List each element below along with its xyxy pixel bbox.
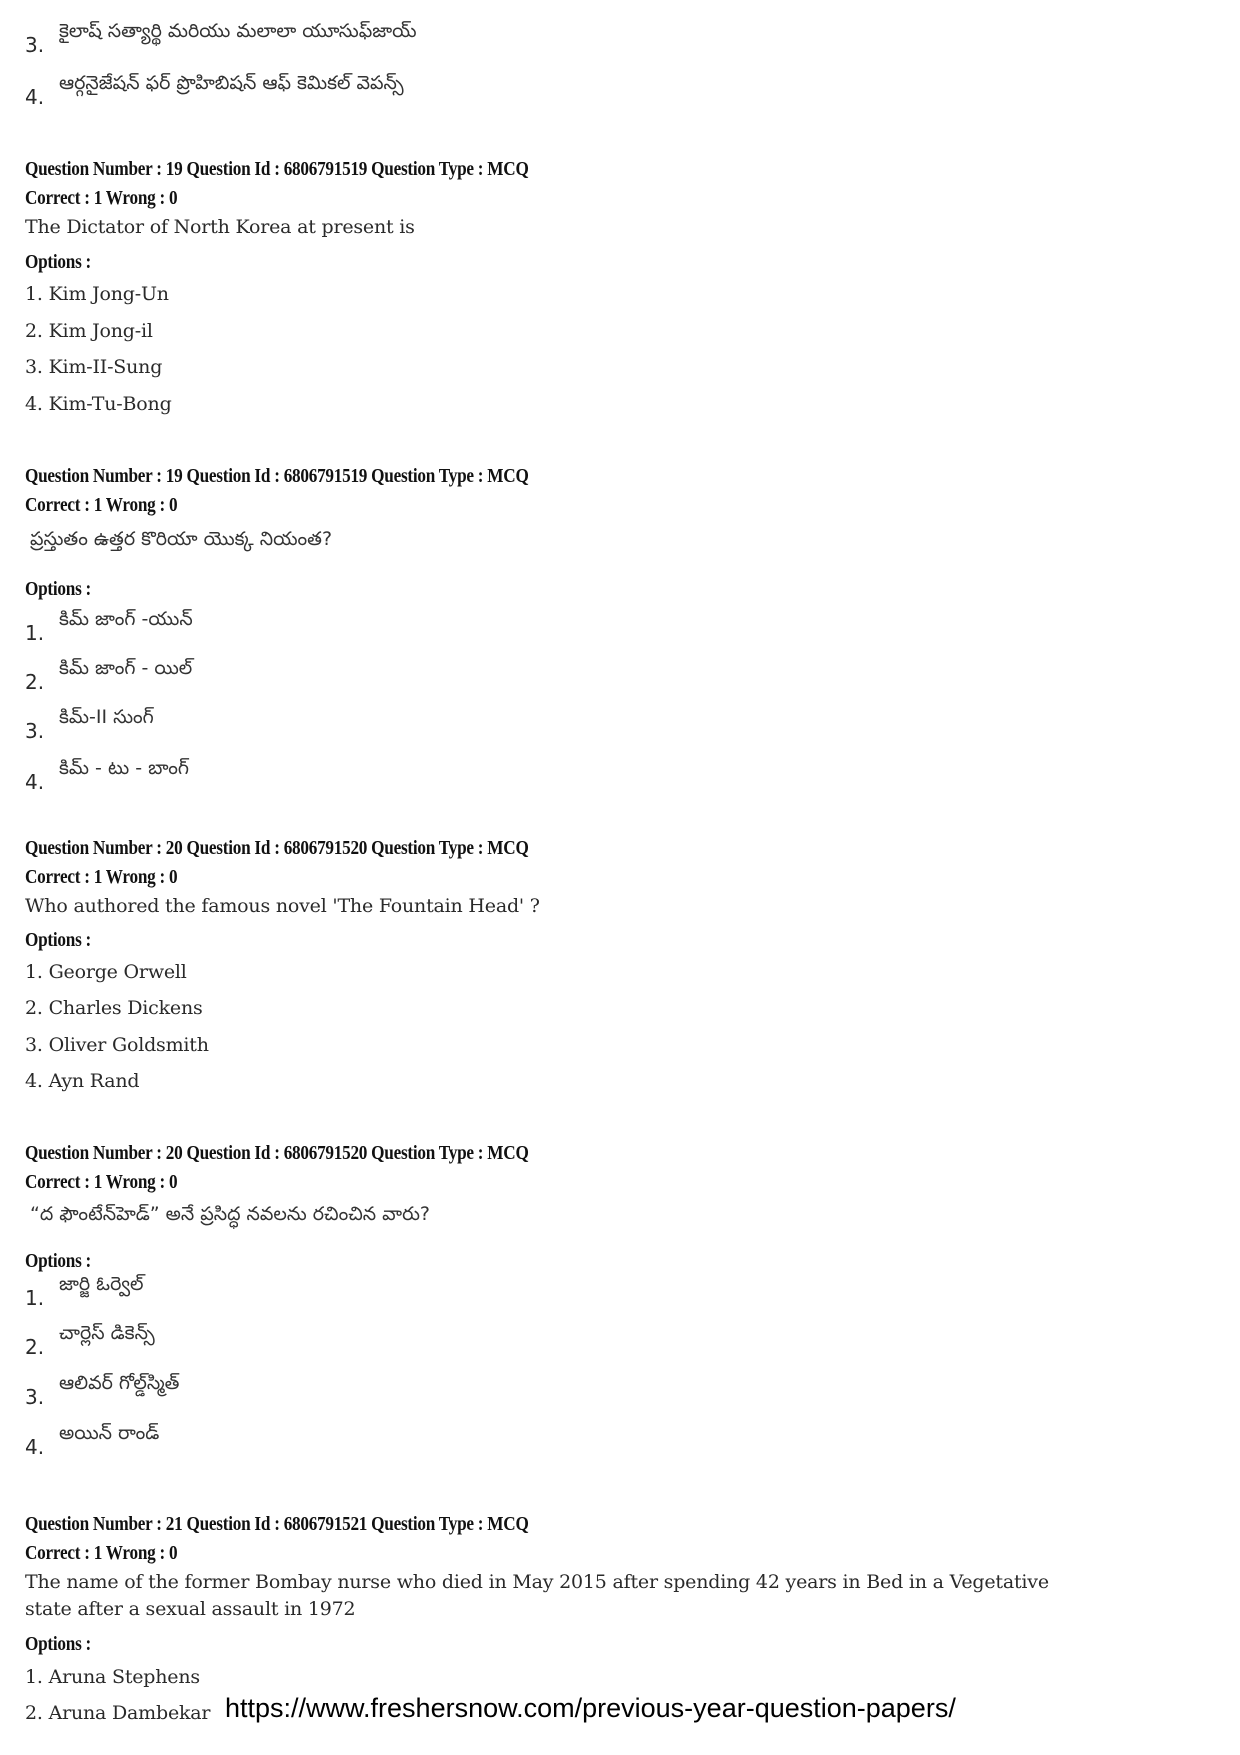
option-2: 2. Charles Dickens (25, 997, 203, 1019)
option-number: 1. (25, 1286, 45, 1310)
option-text: కైలాష్ సత్యార్థి మరియు మలాలా యూసుఫ్‌జాయ్ (59, 20, 417, 42)
question-header: Question Number : 21 Question Id : 6806791521 Question Type : MCQ (25, 1513, 529, 1535)
marks-info: Correct : 1 Wrong : 0 (25, 1542, 178, 1564)
option-3: 3. Oliver Goldsmith (25, 1034, 209, 1056)
option-text: ఆర్గనైజేషన్ ఫర్ ప్రొహిబిషన్ ఆఫ్ కెమికల్ వెపన్స్ (59, 72, 404, 94)
options-label: Options : (25, 1633, 92, 1655)
question-text: The Dictator of North Korea at present is (25, 216, 415, 238)
option-text: కిమ్ - టు - బాంగ్ (59, 757, 190, 779)
option-row (25, 706, 154, 743)
option-1: 1. George Orwell (25, 961, 187, 983)
question-header: Question Number : 20 Question Id : 6806791520 Question Type : MCQ (25, 1142, 529, 1164)
option-number: 3. (25, 1385, 45, 1409)
question-text: “ద ఫౌంటేన్‌హెడ్” అనే ప్రసిద్ధ నవలను రచించిన వారు? (30, 1203, 431, 1225)
option-number: 4. (25, 85, 45, 109)
option-4: 4. Ayn Rand (25, 1070, 140, 1092)
question-text: Who authored the famous novel 'The Fountain Head' ? (25, 895, 540, 917)
options-label: Options : (25, 1250, 92, 1272)
question-header: Question Number : 20 Question Id : 6806791520 Question Type : MCQ (25, 837, 529, 859)
option-row (25, 72, 404, 109)
option-row (25, 20, 417, 57)
marks-info: Correct : 1 Wrong : 0 (25, 866, 178, 888)
marks-info: Correct : 1 Wrong : 0 (25, 494, 178, 516)
option-row (25, 657, 193, 694)
question-header: Question Number : 19 Question Id : 6806791519 Question Type : MCQ (25, 465, 529, 487)
option-text: చార్లెస్ డికెన్స్ (59, 1322, 155, 1344)
option-row (25, 1422, 160, 1459)
option-4: 4. Kim-Tu-Bong (25, 393, 172, 415)
option-text: కిమ్-II సుంగ్ (59, 706, 154, 728)
option-number: 4. (25, 770, 45, 794)
option-number: 1. (25, 621, 45, 645)
marks-info: Correct : 1 Wrong : 0 (25, 187, 178, 209)
option-number: 3. (25, 719, 45, 743)
option-number: 2. (25, 1335, 45, 1359)
option-row (25, 1273, 144, 1310)
option-number: 2. (25, 670, 45, 694)
option-3: 3. Kim-II-Sung (25, 356, 163, 378)
option-text: కిమ్ జాంగ్ - యిల్ (59, 657, 193, 679)
options-label: Options : (25, 929, 92, 951)
option-row (25, 1322, 155, 1359)
option-text: అయిన్ రాండ్ (59, 1422, 160, 1444)
question-text-line-2: state after a sexual assault in 1972 (25, 1598, 356, 1620)
option-row (25, 1372, 180, 1409)
question-header: Question Number : 19 Question Id : 6806791519 Question Type : MCQ (25, 158, 529, 180)
option-text: ఆలివర్ గోల్డ్‌స్మిత్ (59, 1372, 180, 1394)
option-1: 1. Aruna Stephens (25, 1666, 200, 1688)
option-1: 1. Kim Jong-Un (25, 283, 169, 305)
option-row (25, 608, 193, 645)
option-row (25, 757, 190, 794)
watermark-url: https://www.freshersnow.com/previous-year-question-papers/ (225, 1693, 956, 1723)
option-text: కిమ్ జాంగ్ -యున్ (59, 608, 193, 630)
option-text: జార్జి ఓర్వెల్ (59, 1273, 144, 1295)
option-number: 3. (25, 33, 45, 57)
question-text: ప్రస్తుతం ఉత్తర కొరియా యొక్క నియంత? (30, 528, 333, 550)
option-2: 2. Kim Jong-il (25, 320, 153, 342)
option-2: 2. Aruna Dambekar (25, 1702, 211, 1724)
option-number: 4. (25, 1435, 45, 1459)
question-text-line-1: The name of the former Bombay nurse who died in May 2015 after spending 42 years in Bed in a Vegetative (25, 1571, 1049, 1593)
options-label: Options : (25, 578, 92, 600)
marks-info: Correct : 1 Wrong : 0 (25, 1171, 178, 1193)
options-label: Options : (25, 251, 92, 273)
